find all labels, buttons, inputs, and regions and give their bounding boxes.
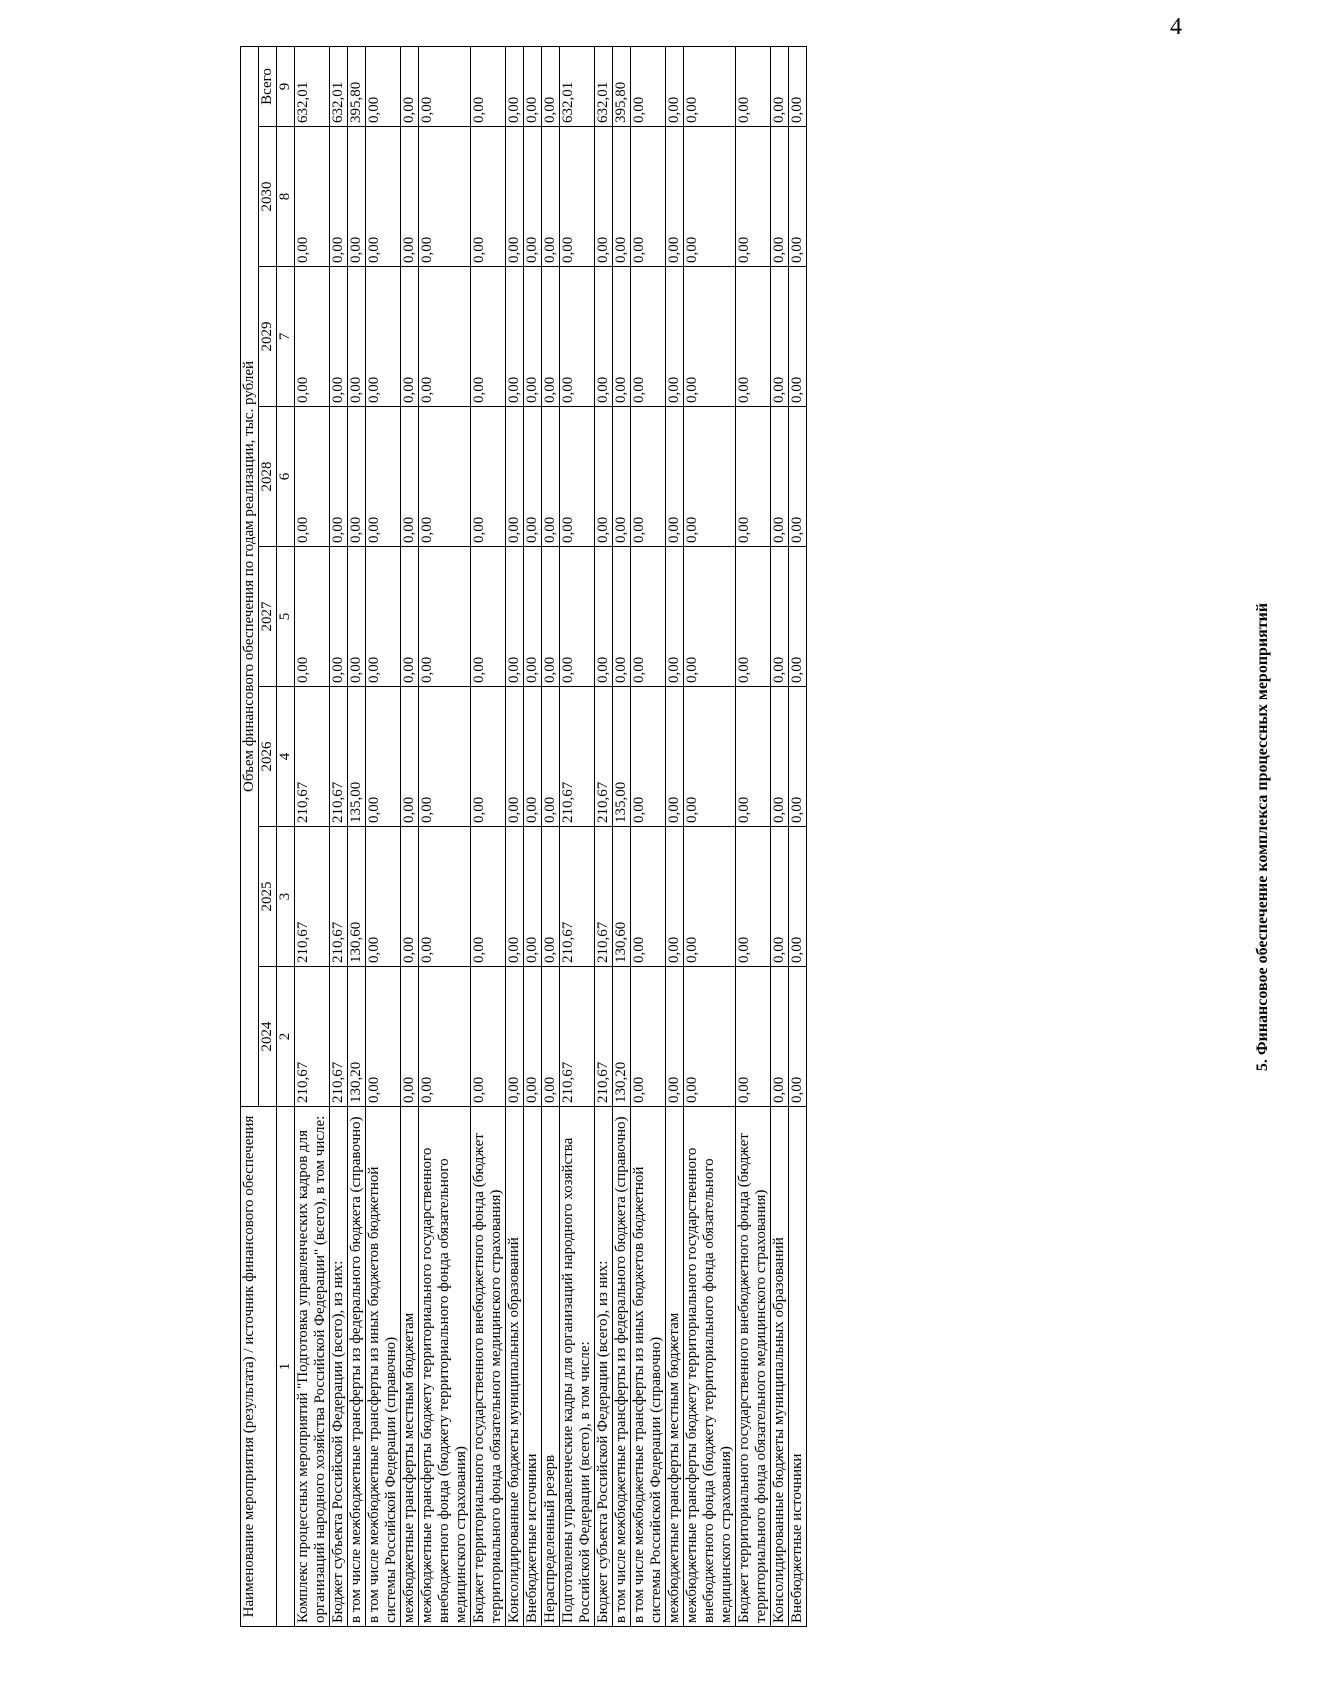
- table-row: [366, 46, 401, 1626]
- row-value-cell: 210,67: [295, 967, 330, 1107]
- row-value-cell: 0,00: [560, 407, 595, 547]
- row-total-cell: 0,00: [419, 46, 471, 126]
- header-year: 2029: [259, 267, 277, 407]
- row-value-cell: 0,00: [684, 407, 736, 547]
- header-col-number: 9: [277, 46, 295, 126]
- row-name-cell: в том числе межбюджетные трансферты из федерального бюджета (справочно): [348, 1107, 366, 1627]
- header-col-number: 5: [277, 547, 295, 687]
- header-name-col: Наименование мероприятия (результата) / источник финансового обеспечения: [241, 1107, 277, 1627]
- table-row: [736, 46, 771, 1626]
- table-row: [789, 46, 807, 1626]
- row-value-cell: 0,00: [789, 687, 807, 827]
- row-value-cell: 0,00: [560, 547, 595, 687]
- row-name-cell: Консолидированные бюджеты муниципальных образований: [771, 1107, 789, 1627]
- row-value-cell: 0,00: [771, 407, 789, 547]
- row-value-cell: 0,00: [330, 267, 348, 407]
- row-value-cell: 0,00: [631, 967, 666, 1107]
- row-value-cell: 0,00: [631, 267, 666, 407]
- row-value-cell: 210,67: [330, 967, 348, 1107]
- header-year: 2028: [259, 407, 277, 547]
- page-number: 4: [1170, 14, 1182, 40]
- row-value-cell: 0,00: [613, 407, 631, 547]
- row-value-cell: 0,00: [789, 127, 807, 267]
- row-value-cell: 0,00: [613, 267, 631, 407]
- row-name-cell: Комплекс процессных мероприятий "Подготовка управленческих кадров для организаций народного хозяйства Российской Федерации" (всего), в том числе:: [295, 1107, 330, 1627]
- row-value-cell: 0,00: [295, 547, 330, 687]
- row-name-cell: Внебюджетные источники: [524, 1107, 542, 1627]
- row-value-cell: 0,00: [771, 267, 789, 407]
- row-value-cell: 0,00: [771, 967, 789, 1107]
- row-value-cell: 0,00: [560, 267, 595, 407]
- row-value-cell: 0,00: [401, 267, 419, 407]
- row-value-cell: 0,00: [666, 827, 684, 967]
- row-value-cell: 0,00: [771, 547, 789, 687]
- row-value-cell: 0,00: [471, 827, 506, 967]
- row-total-cell: 632,01: [295, 46, 330, 126]
- row-value-cell: 130,60: [613, 827, 631, 967]
- row-value-cell: 0,00: [366, 827, 401, 967]
- row-name-cell: в том числе межбюджетные трансферты из федерального бюджета (справочно): [613, 1107, 631, 1627]
- row-name-cell: Подготовлены управленческие кадры для организаций народного хозяйства Российской Федерации (всего), в том числе:: [560, 1107, 595, 1627]
- row-name-cell: Бюджет субъекта Российской Федерации (всего), из них:: [595, 1107, 613, 1627]
- header-col-number: 3: [277, 827, 295, 967]
- rotated-page-content: [240, 47, 1330, 1627]
- row-value-cell: 0,00: [471, 407, 506, 547]
- row-value-cell: 0,00: [471, 547, 506, 687]
- row-total-cell: 0,00: [506, 46, 524, 126]
- row-value-cell: 0,00: [524, 827, 542, 967]
- row-total-cell: 395,80: [613, 46, 631, 126]
- row-value-cell: 0,00: [524, 687, 542, 827]
- row-total-cell: 0,00: [666, 46, 684, 126]
- row-value-cell: 0,00: [666, 967, 684, 1107]
- header-total: Всего: [259, 46, 277, 126]
- row-value-cell: 0,00: [542, 967, 560, 1107]
- row-value-cell: 0,00: [595, 267, 613, 407]
- row-value-cell: 0,00: [789, 267, 807, 407]
- row-value-cell: 210,67: [295, 827, 330, 967]
- row-value-cell: 0,00: [471, 127, 506, 267]
- row-total-cell: 395,80: [348, 46, 366, 126]
- header-year: 2026: [259, 687, 277, 827]
- table-row: [524, 46, 542, 1626]
- row-value-cell: 0,00: [736, 827, 771, 967]
- row-total-cell: 632,01: [595, 46, 613, 126]
- row-value-cell: 0,00: [542, 407, 560, 547]
- row-value-cell: 0,00: [736, 127, 771, 267]
- row-value-cell: 0,00: [471, 267, 506, 407]
- row-value-cell: 210,67: [560, 827, 595, 967]
- row-value-cell: 0,00: [506, 127, 524, 267]
- row-value-cell: 0,00: [631, 827, 666, 967]
- row-value-cell: 0,00: [295, 407, 330, 547]
- row-value-cell: 0,00: [771, 127, 789, 267]
- header-year: 2030: [259, 127, 277, 267]
- row-value-cell: 0,00: [419, 127, 471, 267]
- row-value-cell: 0,00: [419, 687, 471, 827]
- row-value-cell: 0,00: [330, 127, 348, 267]
- header-row-1: [241, 46, 259, 1626]
- row-value-cell: 135,00: [613, 687, 631, 827]
- row-total-cell: 632,01: [330, 46, 348, 126]
- table-row: [471, 46, 506, 1626]
- row-value-cell: 0,00: [330, 547, 348, 687]
- row-value-cell: 0,00: [295, 127, 330, 267]
- row-value-cell: 0,00: [506, 827, 524, 967]
- row-value-cell: 130,20: [348, 967, 366, 1107]
- row-name-cell: Консолидированные бюджеты муниципальных образований: [506, 1107, 524, 1627]
- row-value-cell: 0,00: [631, 127, 666, 267]
- row-value-cell: 0,00: [471, 967, 506, 1107]
- header-year: 2024: [259, 967, 277, 1107]
- table-row: [595, 46, 613, 1626]
- row-name-cell: межбюджетные трансферты местным бюджетам: [666, 1107, 684, 1627]
- row-value-cell: 0,00: [506, 407, 524, 547]
- row-value-cell: 0,00: [631, 687, 666, 827]
- row-total-cell: 632,01: [560, 46, 595, 126]
- table-row: [348, 46, 366, 1626]
- row-value-cell: 0,00: [401, 127, 419, 267]
- row-name-cell: Бюджет территориального государственного внебюджетного фонда (бюджет территориального фонда обязательного медицинского страхования): [471, 1107, 506, 1627]
- row-value-cell: 0,00: [366, 127, 401, 267]
- row-value-cell: 0,00: [366, 267, 401, 407]
- table-row: [684, 46, 736, 1626]
- row-value-cell: 0,00: [506, 687, 524, 827]
- table-row: [560, 46, 595, 1626]
- header-year: 2027: [259, 547, 277, 687]
- section-title: 5. Финансовое обеспечение комплекса процессных мероприятий: [1254, 602, 1271, 1072]
- row-value-cell: 210,67: [560, 967, 595, 1107]
- row-total-cell: 0,00: [542, 46, 560, 126]
- row-value-cell: 0,00: [366, 407, 401, 547]
- row-value-cell: 0,00: [666, 267, 684, 407]
- row-name-cell: межбюджетные трансферты местным бюджетам: [401, 1107, 419, 1627]
- row-value-cell: 0,00: [348, 127, 366, 267]
- row-total-cell: 0,00: [524, 46, 542, 126]
- table-row: [330, 46, 348, 1626]
- row-name-cell: Нераспределенный резерв: [542, 1107, 560, 1627]
- row-value-cell: 0,00: [666, 127, 684, 267]
- row-value-cell: 0,00: [348, 407, 366, 547]
- row-name-cell: в том числе межбюджетные трансферты из иных бюджетов бюджетной системы Российской Федерации (справочно): [631, 1107, 666, 1627]
- table-row: [631, 46, 666, 1626]
- row-value-cell: 130,60: [348, 827, 366, 967]
- row-value-cell: 0,00: [789, 407, 807, 547]
- row-total-cell: 0,00: [789, 46, 807, 126]
- table-row: [771, 46, 789, 1626]
- row-value-cell: 210,67: [595, 967, 613, 1107]
- row-value-cell: 0,00: [295, 267, 330, 407]
- row-value-cell: 0,00: [684, 687, 736, 827]
- row-name-cell: Внебюджетные источники: [789, 1107, 807, 1627]
- row-value-cell: 0,00: [560, 127, 595, 267]
- row-value-cell: 0,00: [666, 687, 684, 827]
- row-value-cell: 0,00: [524, 407, 542, 547]
- header-col-number: 6: [277, 407, 295, 547]
- row-value-cell: 0,00: [736, 267, 771, 407]
- row-total-cell: 0,00: [366, 46, 401, 126]
- row-value-cell: 0,00: [401, 827, 419, 967]
- row-value-cell: 0,00: [684, 547, 736, 687]
- row-value-cell: 0,00: [419, 547, 471, 687]
- row-value-cell: 0,00: [506, 547, 524, 687]
- funding-table: [240, 46, 807, 1627]
- header-col-number: 8: [277, 127, 295, 267]
- row-value-cell: 0,00: [789, 547, 807, 687]
- row-value-cell: 0,00: [330, 407, 348, 547]
- row-value-cell: 0,00: [684, 267, 736, 407]
- row-value-cell: 0,00: [471, 687, 506, 827]
- row-value-cell: 0,00: [789, 967, 807, 1107]
- row-value-cell: 0,00: [506, 267, 524, 407]
- row-total-cell: 0,00: [736, 46, 771, 126]
- header-volume-group: Объем финансового обеспечения по годам реализации, тыс. рублей: [241, 46, 259, 1106]
- row-total-cell: 0,00: [771, 46, 789, 126]
- row-value-cell: 0,00: [348, 547, 366, 687]
- row-value-cell: 0,00: [542, 267, 560, 407]
- row-value-cell: 0,00: [419, 967, 471, 1107]
- row-value-cell: 135,00: [348, 687, 366, 827]
- row-value-cell: 210,67: [560, 687, 595, 827]
- row-value-cell: 210,67: [330, 687, 348, 827]
- row-value-cell: 0,00: [348, 267, 366, 407]
- header-col-number: 4: [277, 687, 295, 827]
- row-value-cell: 0,00: [542, 547, 560, 687]
- row-value-cell: 0,00: [401, 687, 419, 827]
- row-value-cell: 0,00: [631, 407, 666, 547]
- row-value-cell: 210,67: [295, 687, 330, 827]
- row-value-cell: 0,00: [366, 687, 401, 827]
- row-value-cell: 210,67: [595, 687, 613, 827]
- row-value-cell: 0,00: [736, 547, 771, 687]
- row-value-cell: 0,00: [613, 547, 631, 687]
- table-row: [506, 46, 524, 1626]
- row-value-cell: 0,00: [684, 967, 736, 1107]
- row-value-cell: 0,00: [419, 267, 471, 407]
- row-value-cell: 0,00: [684, 127, 736, 267]
- row-value-cell: 0,00: [736, 687, 771, 827]
- row-value-cell: 0,00: [366, 547, 401, 687]
- row-name-cell: в том числе межбюджетные трансферты из иных бюджетов бюджетной системы Российской Федерации (справочно): [366, 1107, 401, 1627]
- header-col-number: 7: [277, 267, 295, 407]
- row-value-cell: 210,67: [330, 827, 348, 967]
- row-value-cell: 0,00: [613, 127, 631, 267]
- header-col-number: 1: [277, 1107, 295, 1627]
- table-row: [666, 46, 684, 1626]
- row-name-cell: межбюджетные трансферты бюджету территориального государственного внебюджетного фонда (бюджету территориального фонда обязательного медицинского страхования): [684, 1107, 736, 1627]
- row-value-cell: 0,00: [506, 967, 524, 1107]
- row-value-cell: 0,00: [542, 127, 560, 267]
- row-value-cell: 0,00: [631, 547, 666, 687]
- row-value-cell: 0,00: [401, 407, 419, 547]
- row-value-cell: 0,00: [524, 547, 542, 687]
- row-value-cell: 0,00: [789, 827, 807, 967]
- header-year: 2025: [259, 827, 277, 967]
- row-value-cell: 210,67: [595, 827, 613, 967]
- row-total-cell: 0,00: [401, 46, 419, 126]
- row-value-cell: 0,00: [419, 827, 471, 967]
- row-value-cell: 0,00: [666, 407, 684, 547]
- row-value-cell: 0,00: [771, 827, 789, 967]
- row-total-cell: 0,00: [471, 46, 506, 126]
- row-total-cell: 0,00: [684, 46, 736, 126]
- table-row: [613, 46, 631, 1626]
- row-value-cell: 0,00: [736, 407, 771, 547]
- row-value-cell: 0,00: [524, 967, 542, 1107]
- row-value-cell: 0,00: [401, 547, 419, 687]
- row-value-cell: 0,00: [524, 127, 542, 267]
- row-value-cell: 0,00: [771, 687, 789, 827]
- row-value-cell: 0,00: [419, 407, 471, 547]
- header-row-numbers: [277, 46, 295, 1626]
- row-value-cell: 0,00: [542, 827, 560, 967]
- row-value-cell: 0,00: [542, 687, 560, 827]
- row-value-cell: 0,00: [524, 267, 542, 407]
- row-value-cell: 0,00: [736, 967, 771, 1107]
- row-name-cell: Бюджет субъекта Российской Федерации (всего), из них:: [330, 1107, 348, 1627]
- row-name-cell: Бюджет территориального государственного внебюджетного фонда (бюджет территориального фонда обязательного медицинского страхования): [736, 1107, 771, 1627]
- header-col-number: 2: [277, 967, 295, 1107]
- table-row: [401, 46, 419, 1626]
- row-value-cell: 0,00: [366, 967, 401, 1107]
- table-row: [295, 46, 330, 1626]
- row-total-cell: 0,00: [631, 46, 666, 126]
- row-value-cell: 0,00: [595, 407, 613, 547]
- row-name-cell: межбюджетные трансферты бюджету территориального государственного внебюджетного фонда (бюджету территориального фонда обязательного медицинского страхования): [419, 1107, 471, 1627]
- row-value-cell: 0,00: [595, 127, 613, 267]
- row-value-cell: 130,20: [613, 967, 631, 1107]
- row-value-cell: 0,00: [684, 827, 736, 967]
- row-value-cell: 0,00: [595, 547, 613, 687]
- row-value-cell: 0,00: [666, 547, 684, 687]
- table-row: [419, 46, 471, 1626]
- row-value-cell: 0,00: [401, 967, 419, 1107]
- table-row: [542, 46, 560, 1626]
